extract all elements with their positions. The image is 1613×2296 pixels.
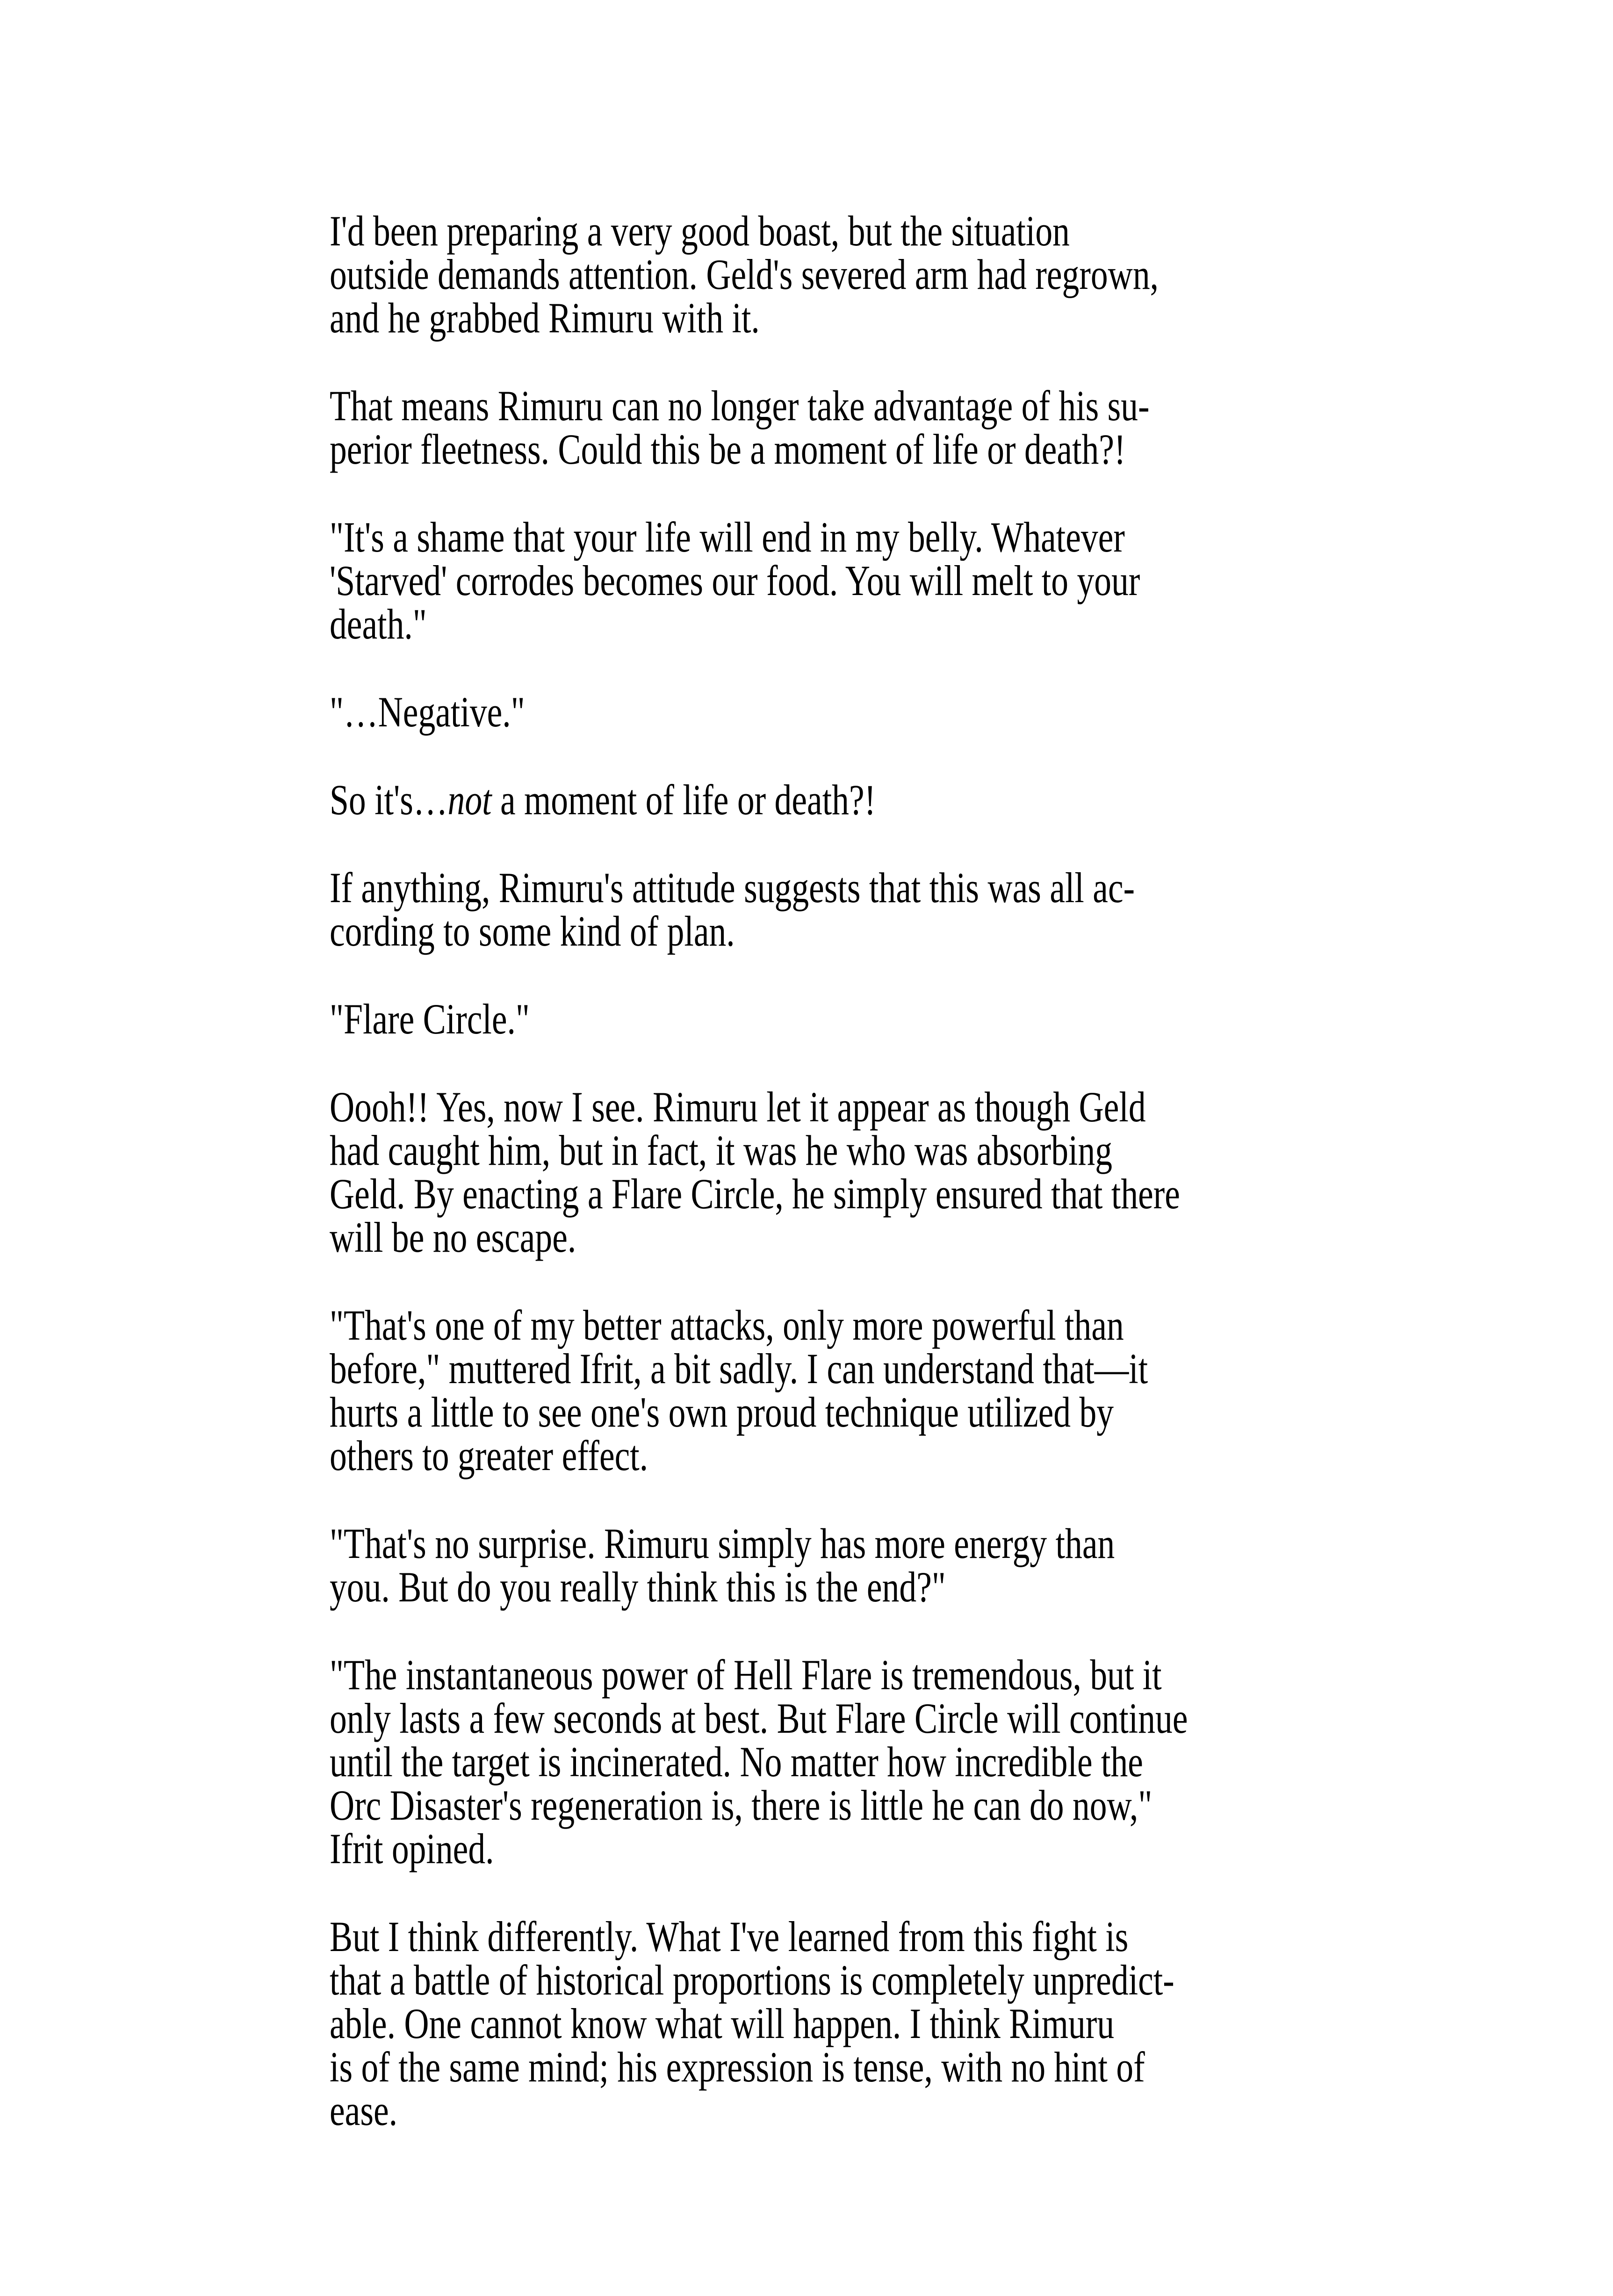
text-line [330,778,1356,822]
text-line: death." [330,600,427,648]
text-line: Geld. By enacting a Flare Circle, he simply ensured that there [330,1170,1180,1218]
paragraph [330,1915,1356,2132]
text-line: only lasts a few seconds at best. But Flare Circle will continue [330,1694,1188,1742]
text-line: that a battle of historical proportions is completely unpredict- [330,1956,1174,2004]
text-line: "The instantaneous power of Hell Flare is tremendous, but it [330,1651,1162,1699]
text-line: That means Rimuru can no longer take advantage of his su- [330,382,1150,430]
text-line: "That's no surprise. Rimuru simply has more energy than [330,1520,1115,1567]
text-line: perior fleetness. Could this be a moment of life or death?! [330,425,1126,473]
text-line: 'Starved' corrodes becomes our food. You will melt to your [330,557,1140,604]
paragraph [330,1522,1356,1609]
text-line: Oooh!! Yes, now I see. Rimuru let it appear as though Geld [330,1083,1146,1131]
text-line: Ifrit opined. [330,1825,494,1873]
text-line: I'd been preparing a very good boast, but the situation [330,207,1070,255]
text-line: If anything, Rimuru's attitude suggests that this was all ac- [330,864,1135,911]
text-line: ease. [330,2087,398,2134]
text-column [330,209,1613,2132]
paragraph [330,866,1356,953]
text-line: will be no escape. [330,1213,576,1261]
paragraph [330,1301,1356,1479]
text-line: you. But do you really think this is the end?" [330,1563,946,1611]
text-line: others to greater effect. [330,1432,648,1479]
paragraph [330,1653,1356,1871]
paragraph [330,1085,1356,1259]
text-line: "It's a shame that your life will end in my belly. Whatever [330,513,1125,561]
text-line: able. One cannot know what will happen. I think Rimuru [330,2000,1115,2047]
paragraph [330,384,1356,471]
text-segment: a moment of life or death?! [491,776,876,824]
text-line: "…Negative." [330,688,525,736]
italic-word: not [447,776,492,824]
text-line: until the target is incinerated. No matter how incredible the [330,1738,1143,1786]
text-line: outside demands attention. Geld's severed arm had regrown, [330,251,1159,298]
text-line: Orc Disaster's regeneration is, there is little he can do now," [330,1781,1152,1829]
text-line: cording to some kind of plan. [330,907,735,955]
paragraph [330,513,1356,648]
text-line: before," muttered Ifrit, a bit sadly. I can understand that—it [330,1345,1148,1392]
text-line: "That's one of my better attacks, only more powerful than [330,1301,1124,1349]
text-line: is of the same mind; his expression is tense, with no hint of [330,2043,1145,2091]
paragraph [330,778,1356,822]
text-line: and he grabbed Rimuru with it. [330,294,760,342]
text-line: had caught him, but in fact, it was he who was absorbing [330,1126,1113,1174]
paragraph [330,997,1356,1041]
text-line: hurts a little to see one's own proud technique utilized by [330,1388,1114,1436]
text-line: "Flare Circle." [330,995,530,1043]
text-segment: So it's… [330,776,448,824]
paragraph [330,209,1356,340]
paragraph [330,690,1356,734]
text-line: But I think differently. What I've learned from this fight is [330,1913,1129,1960]
